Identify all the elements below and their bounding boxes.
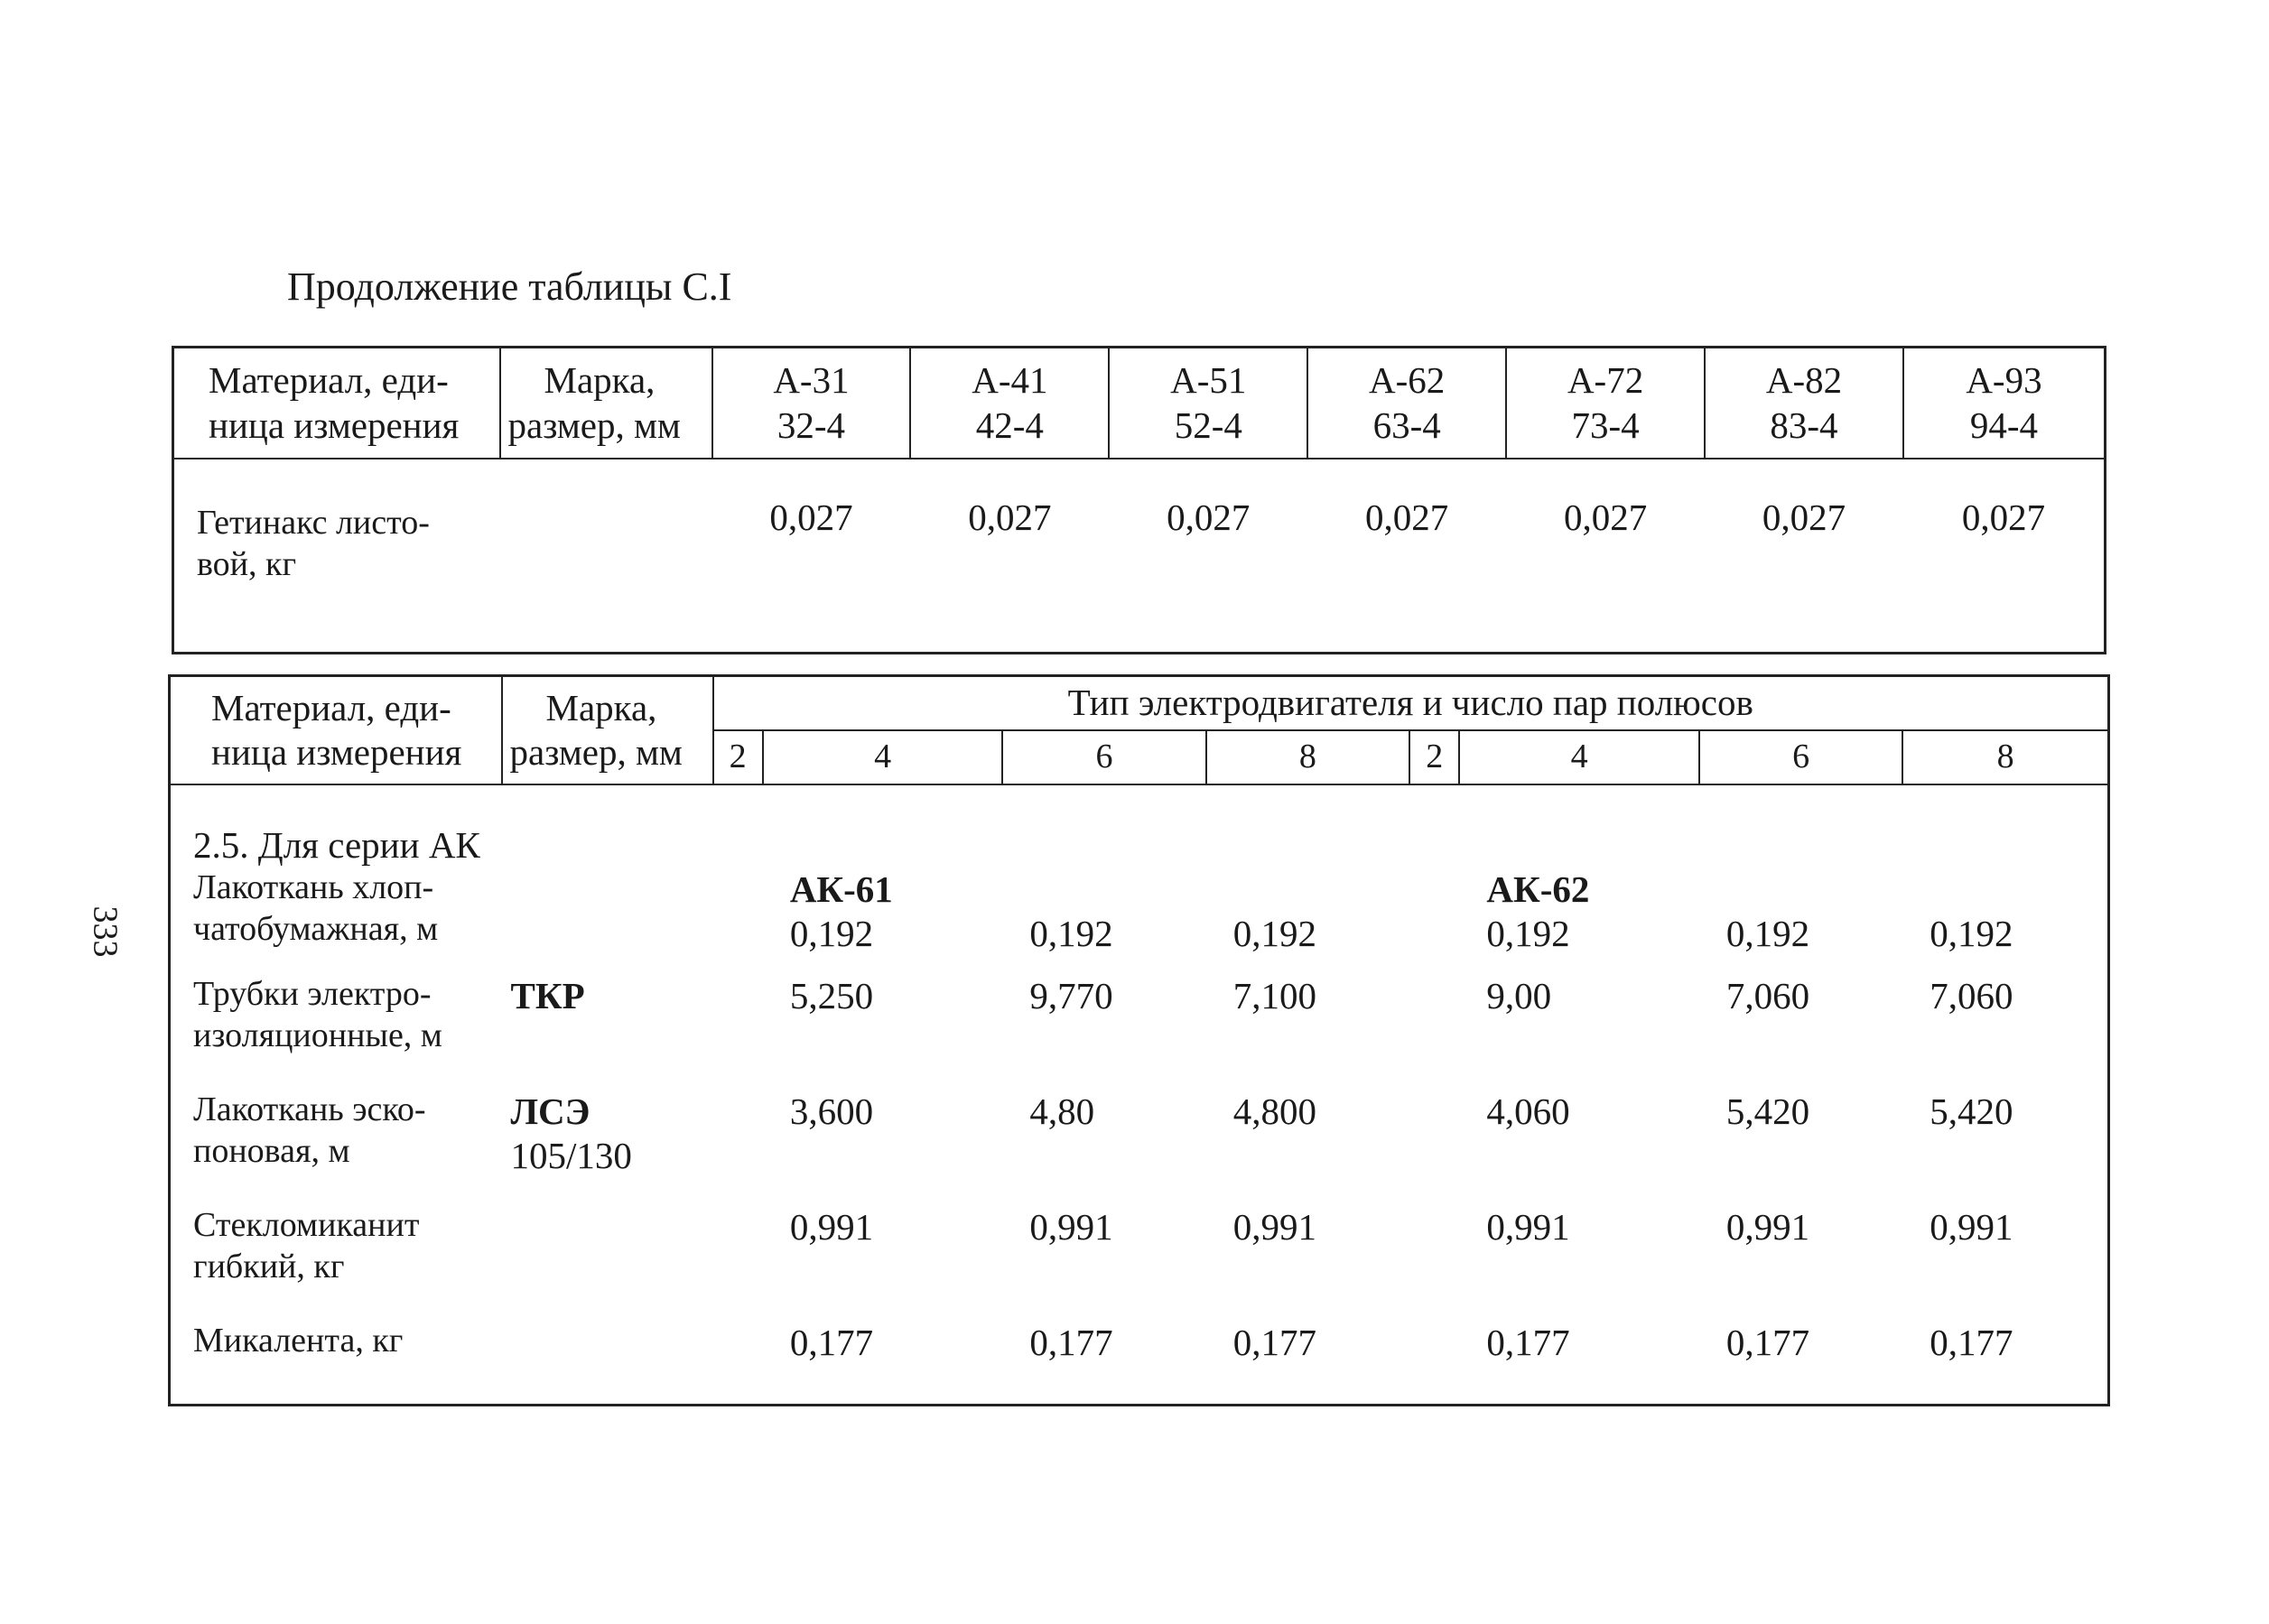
value-cell bbox=[713, 974, 763, 1090]
header-pole: 2 bbox=[713, 730, 763, 784]
value-cell: 0,027 bbox=[1762, 496, 1846, 538]
value-cell bbox=[1409, 1090, 1459, 1205]
mark-cell: ЛСЭ 105/130 bbox=[510, 1090, 632, 1177]
value-cell: 0,991 bbox=[1486, 1206, 1570, 1248]
mark-cell bbox=[502, 868, 713, 974]
header-model: А-62 63-4 bbox=[1307, 348, 1506, 459]
value-cell: 3,600 bbox=[789, 1090, 874, 1133]
header-model: А-93 94-4 bbox=[1903, 348, 2106, 459]
header-mark: Марка, размер, мм bbox=[502, 676, 713, 785]
value-cell: 0,027 bbox=[968, 496, 1052, 538]
value-cell: 0,192 bbox=[1029, 913, 1113, 955]
series-label: АК-62 bbox=[1486, 868, 1590, 911]
value-cell: 0,177 bbox=[1486, 1322, 1570, 1364]
mark-cell bbox=[502, 1205, 713, 1321]
table-row bbox=[173, 459, 2106, 654]
material-cell: Трубки электро- изоляционные, м bbox=[193, 975, 442, 1054]
material-cell: Стекломиканит гибкий, кг bbox=[193, 1206, 420, 1285]
header-pole: 2 bbox=[1409, 730, 1459, 784]
header-model: А-82 83-4 bbox=[1705, 348, 1903, 459]
value-cell: АК-61 0,192 bbox=[763, 868, 1003, 974]
value-cell: 0,991 bbox=[1029, 1206, 1113, 1248]
value-cell: 5,420 bbox=[1725, 1090, 1810, 1133]
value-cell: 7,060 bbox=[1725, 975, 1810, 1017]
material-cell: Гетинакс листо- вой, кг bbox=[197, 504, 430, 583]
materials-table-a-series bbox=[172, 346, 2106, 654]
value-cell: 0,991 bbox=[1232, 1206, 1316, 1248]
section-heading: 2.5. Для серии АК bbox=[193, 824, 480, 866]
mark-cell bbox=[500, 459, 712, 654]
materials-table-ak-series bbox=[168, 674, 2110, 1406]
header-pole: 6 bbox=[1002, 730, 1205, 784]
header-mark: Марка, размер, мм bbox=[500, 348, 712, 459]
header-material: Материал, еди- ница измерения bbox=[170, 676, 502, 785]
header-pole: 6 bbox=[1699, 730, 1902, 784]
value-cell: 9,770 bbox=[1029, 975, 1113, 1017]
value-cell bbox=[1409, 1321, 1459, 1406]
value-cell: 0,027 bbox=[1167, 496, 1251, 538]
value-cell: 0,027 bbox=[1961, 496, 2046, 538]
value-cell: 0,177 bbox=[1725, 1322, 1810, 1364]
series-label: АК-61 bbox=[789, 868, 893, 911]
value-cell: 7,100 bbox=[1232, 975, 1316, 1017]
table-row bbox=[170, 1205, 2109, 1321]
header-model: А-72 73-4 bbox=[1506, 348, 1705, 459]
header-pole: 4 bbox=[1459, 730, 1699, 784]
value-cell: 0,027 bbox=[1365, 496, 1449, 538]
value-cell bbox=[713, 1321, 763, 1406]
value-cell: 0,177 bbox=[1930, 1322, 2013, 1364]
value-cell bbox=[1409, 974, 1459, 1090]
value-cell: 0,177 bbox=[789, 1322, 874, 1364]
value-cell: 5,250 bbox=[789, 975, 874, 1017]
value-cell bbox=[1409, 868, 1459, 974]
material-cell: Микалента, кг bbox=[193, 1322, 404, 1360]
value-cell: 7,060 bbox=[1930, 975, 2013, 1017]
table-caption: Продолжение таблицы С.I bbox=[287, 264, 732, 309]
value-cell: 0,177 bbox=[1232, 1322, 1316, 1364]
header-model: А-41 42-4 bbox=[910, 348, 1109, 459]
value-cell: 0,027 bbox=[769, 496, 853, 538]
value-cell: 9,00 bbox=[1486, 975, 1552, 1017]
value-cell: АК-62 0,192 bbox=[1459, 868, 1699, 974]
value-cell: 4,80 bbox=[1029, 1090, 1095, 1133]
value-cell: 0,991 bbox=[1725, 1206, 1810, 1248]
value-cell: 4,060 bbox=[1486, 1090, 1570, 1133]
header-pole: 8 bbox=[1902, 730, 2108, 784]
value-cell: 5,420 bbox=[1930, 1090, 2013, 1133]
header-motor-type: Тип электродвигателя и число пар полюсов bbox=[713, 676, 2109, 731]
material-cell: Лакоткань эско- поновая, м bbox=[193, 1090, 426, 1170]
table-row bbox=[170, 1090, 2109, 1205]
header-pole: 8 bbox=[1206, 730, 1409, 784]
header-model: А-31 32-4 bbox=[712, 348, 911, 459]
page-number: 333 bbox=[86, 905, 125, 958]
value-cell: 0,192 bbox=[1930, 913, 2013, 955]
table-row bbox=[170, 974, 2109, 1090]
material-cell: Лакоткань хлоп- чатобумажная, м bbox=[193, 868, 439, 948]
table-row bbox=[170, 1321, 2109, 1406]
table-row bbox=[170, 868, 2109, 974]
value-cell: 0,991 bbox=[789, 1206, 874, 1248]
mark-cell: ТКР bbox=[510, 975, 585, 1017]
value-cell: 0,177 bbox=[1029, 1322, 1113, 1364]
value-cell: 4,800 bbox=[1232, 1090, 1316, 1133]
value-cell: 0,991 bbox=[1930, 1206, 2013, 1248]
value-cell: 0,192 bbox=[1232, 913, 1316, 955]
header-material: Материал, еди- ница измерения bbox=[173, 348, 500, 459]
header-model: А-51 52-4 bbox=[1109, 348, 1307, 459]
value-cell: 0,192 bbox=[1725, 913, 1810, 955]
value-cell: 0,027 bbox=[1563, 496, 1648, 538]
value-cell bbox=[713, 1090, 763, 1205]
header-pole: 4 bbox=[763, 730, 1003, 784]
value-cell bbox=[713, 868, 763, 974]
value-cell bbox=[1409, 1205, 1459, 1321]
mark-cell bbox=[502, 1321, 713, 1406]
value-cell bbox=[713, 1205, 763, 1321]
